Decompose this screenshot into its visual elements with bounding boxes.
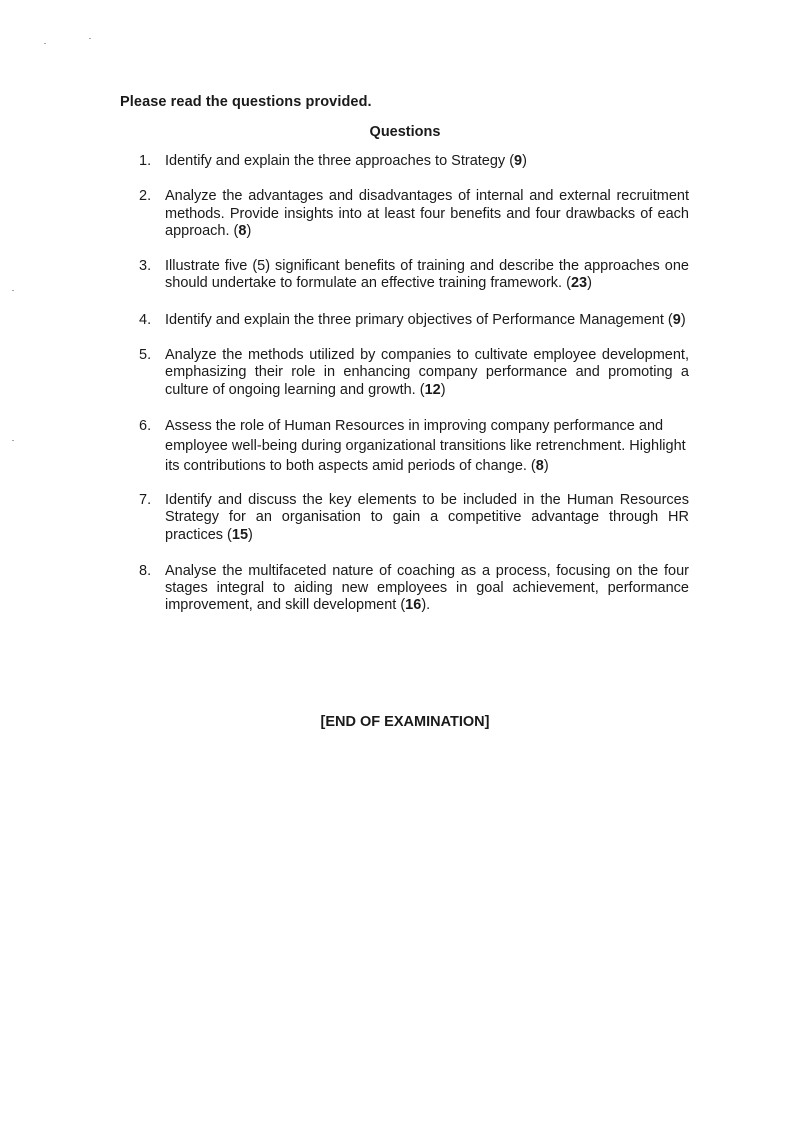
question-closing: ) xyxy=(440,381,446,398)
question-item xyxy=(139,563,689,615)
scan-speck xyxy=(12,290,14,291)
instruction-text: Please read the questions provided. xyxy=(120,94,372,110)
question-item xyxy=(139,416,689,476)
question-closing: ). xyxy=(421,597,431,614)
question-text: Identify and explain the three primary objectives of Performance Management ( xyxy=(165,311,673,328)
question-marks: 15 xyxy=(231,526,249,543)
scan-speck xyxy=(44,43,46,44)
question-marks: 16 xyxy=(405,597,422,614)
question-text: Analyse the multifaceted nature of coaching as a process, focusing on the four stages integral to aiding new employees in goal achievement, performance improvement, and skill development ( xyxy=(165,562,689,614)
question-number: 5. xyxy=(139,347,152,364)
question-number: 7. xyxy=(139,491,152,508)
question-item xyxy=(139,347,689,399)
question-marks: 23 xyxy=(570,275,588,292)
question-closing: ) xyxy=(543,457,549,474)
question-closing: ) xyxy=(680,311,686,328)
question-closing: ) xyxy=(522,153,527,169)
question-marks: 12 xyxy=(424,381,441,398)
scan-speck xyxy=(12,440,14,441)
end-of-exam-note: [END OF EXAMINATION] xyxy=(320,714,490,730)
question-marks: 9 xyxy=(672,311,681,328)
question-text: Assess the role of Human Resources in improving company performance and employee well-being during organizational transitions like retrenchment. Highlight its contributions to both aspects amid periods of change. ( xyxy=(165,417,686,474)
question-item xyxy=(139,188,689,240)
question-item xyxy=(139,153,689,170)
question-item xyxy=(139,492,689,544)
question-list xyxy=(139,153,689,615)
question-number: 6. xyxy=(139,417,152,434)
question-text: Identify and explain the three approaches to Strategy ( xyxy=(165,153,515,169)
question-marks: 8 xyxy=(238,222,247,239)
question-number: 1. xyxy=(139,153,152,169)
scan-speck xyxy=(89,38,91,39)
question-text: Analyze the advantages and disadvantages of internal and external recruitment methods. Provide insights into at least four benefits and four drawbacks of each approach. ( xyxy=(165,188,689,239)
section-title: Questions xyxy=(369,124,441,140)
question-closing: ) xyxy=(248,526,253,543)
question-number: 4. xyxy=(139,311,152,328)
question-number: 3. xyxy=(139,258,152,275)
question-text: Analyze the methods utilized by companies to cultivate employee development, emphasizing their role in enhancing company performance and promoting a culture of ongoing learning and growth. ( xyxy=(165,347,689,398)
question-text: Identify and discuss the key elements to be included in the Human Resources Strategy for an organisation to gain a competitive advantage through HR practices ( xyxy=(165,491,689,543)
question-number: 8. xyxy=(139,562,152,579)
question-marks: 9 xyxy=(514,153,523,169)
question-item xyxy=(139,312,689,329)
question-item xyxy=(139,258,689,293)
question-marks: 8 xyxy=(535,457,544,474)
question-number: 2. xyxy=(139,188,152,205)
question-text: Illustrate five (5) significant benefits of training and describe the approaches one should undertake to formulate an effective training framework. ( xyxy=(165,258,689,292)
question-closing: ) xyxy=(246,222,252,239)
question-closing: ) xyxy=(587,275,592,292)
